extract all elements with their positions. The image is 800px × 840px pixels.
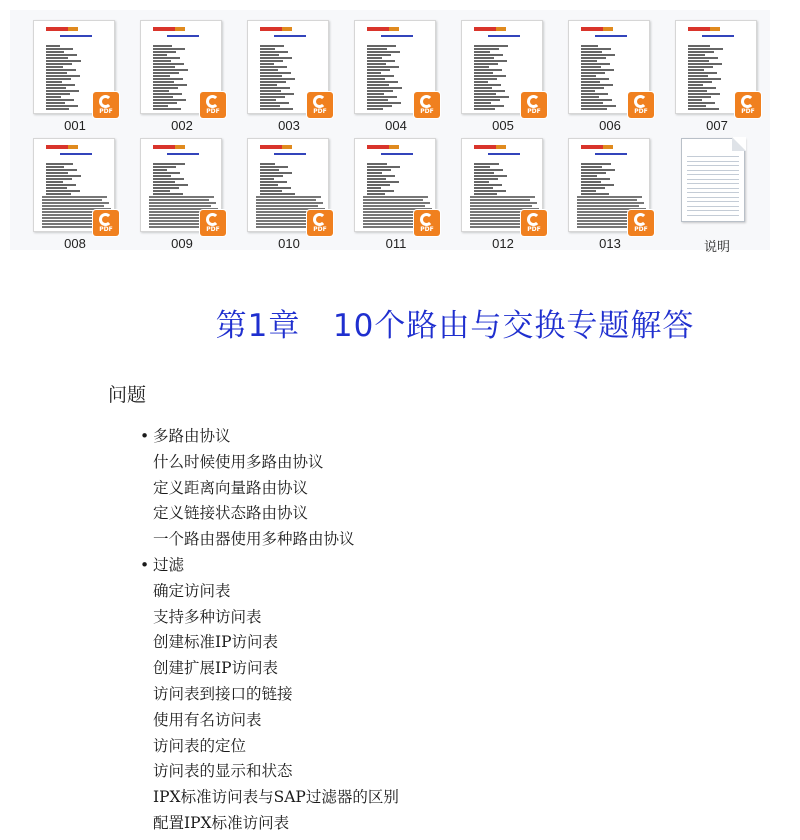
pdf-badge-label: PDF — [527, 108, 541, 115]
topic-text: 定义距离向量路由协议 — [153, 478, 309, 497]
pdf-file-item[interactable] — [453, 138, 553, 251]
pdf-icon — [414, 92, 440, 118]
chapter-title: 第1章 10个路由与交换专题解答 — [215, 308, 695, 344]
pdf-badge-label: PDF — [420, 108, 434, 115]
pdf-icon — [521, 210, 547, 236]
topic-sub-item — [140, 734, 700, 760]
topic-sub-item — [140, 656, 700, 682]
topic-text: 使用有名访问表 — [153, 710, 262, 729]
topic-text: 访问表的定位 — [153, 736, 247, 755]
file-name-label: 013 — [599, 236, 621, 251]
topic-text: 定义链接状态路由协议 — [153, 504, 309, 523]
topic-sub-item — [140, 605, 700, 631]
file-name-label: 001 — [64, 118, 86, 133]
pdf-icon — [307, 92, 333, 118]
pdf-badge-label: PDF — [313, 226, 327, 233]
topic-text: IPX标准访问表与SAP过滤器的区别 — [153, 788, 399, 807]
pdf-file-item[interactable] — [667, 20, 767, 133]
pdf-file-item[interactable] — [132, 20, 232, 133]
topic-text: 访问表到接口的链接 — [153, 684, 293, 703]
topic-sub-item — [140, 527, 700, 553]
pdf-file-item[interactable] — [560, 20, 660, 133]
file-name-label: 011 — [385, 236, 407, 251]
text-file-icon — [681, 138, 745, 222]
section-heading: 问题 — [108, 384, 147, 406]
file-name-label: 005 — [492, 118, 514, 133]
topic-bullet-item — [140, 424, 700, 450]
pdf-badge-label: PDF — [634, 226, 648, 233]
topic-sub-item — [140, 476, 700, 502]
file-name-label: 说明 — [703, 239, 730, 254]
pdf-icon — [521, 92, 547, 118]
topic-sub-item — [140, 450, 700, 476]
pdf-badge-label: PDF — [634, 108, 648, 115]
pdf-file-item[interactable] — [132, 138, 232, 251]
bullet-icon: • — [140, 555, 150, 574]
topic-sub-item — [140, 785, 700, 811]
topic-text: 什么时候使用多路由协议 — [153, 452, 324, 471]
pdf-file-item[interactable] — [239, 20, 339, 133]
pdf-icon — [628, 210, 654, 236]
pdf-icon — [628, 92, 654, 118]
topic-text: 过滤 — [153, 555, 185, 574]
pdf-badge-label: PDF — [420, 226, 434, 233]
file-name-label: 004 — [385, 118, 407, 133]
topic-text: 确定访问表 — [153, 581, 231, 600]
topic-sub-item — [140, 708, 700, 734]
topic-sub-item — [140, 579, 700, 605]
topic-sub-item — [140, 759, 700, 785]
file-name-label: 002 — [171, 118, 193, 133]
topic-text: 创建标准IP访问表 — [153, 633, 279, 652]
file-name-label: 006 — [599, 118, 621, 133]
topic-text: 多路由协议 — [153, 427, 231, 445]
pdf-badge-label: PDF — [206, 108, 220, 115]
topic-text: 访问表的显示和状态 — [153, 762, 293, 781]
text-file-item[interactable] — [667, 138, 767, 254]
topic-sub-item — [140, 682, 700, 708]
pdf-file-item[interactable] — [560, 138, 660, 251]
pdf-badge-label: PDF — [99, 226, 113, 233]
pdf-badge-label: PDF — [527, 226, 541, 233]
pdf-file-item[interactable] — [453, 20, 553, 133]
file-name-label: 012 — [492, 236, 514, 251]
pdf-icon — [200, 92, 226, 118]
pdf-badge-label: PDF — [313, 108, 327, 115]
topic-text: 一个路由器使用多种路由协议 — [153, 530, 355, 549]
pdf-file-item[interactable] — [25, 138, 125, 251]
pdf-badge-label: PDF — [741, 108, 755, 115]
file-name-label: 009 — [171, 236, 193, 251]
file-name-label: 010 — [278, 236, 300, 251]
topic-sub-item — [140, 811, 700, 837]
pdf-icon — [200, 210, 226, 236]
topic-text: 配置IPX标准访问表 — [153, 813, 290, 832]
topic-text: 支持多种访问表 — [153, 607, 262, 626]
pdf-icon — [735, 92, 761, 118]
topic-bullet-item — [140, 553, 700, 579]
pdf-file-item[interactable] — [25, 20, 125, 133]
topic-sub-item — [140, 501, 700, 527]
pdf-badge-label: PDF — [99, 108, 113, 115]
pdf-file-item[interactable] — [346, 138, 446, 251]
pdf-icon — [93, 92, 119, 118]
bullet-icon: • — [140, 427, 150, 445]
file-browser-panel — [10, 10, 770, 254]
file-name-label: 008 — [64, 236, 86, 251]
topic-sub-item — [140, 630, 700, 656]
topic-list — [140, 424, 700, 837]
file-name-label: 007 — [706, 118, 728, 133]
pdf-icon — [414, 210, 440, 236]
pdf-icon — [93, 210, 119, 236]
pdf-file-item[interactable] — [239, 138, 339, 251]
file-name-label: 003 — [278, 118, 300, 133]
pdf-file-item[interactable] — [346, 20, 446, 133]
pdf-icon — [307, 210, 333, 236]
topic-text: 创建扩展IP访问表 — [153, 659, 279, 678]
pdf-badge-label: PDF — [206, 226, 220, 233]
